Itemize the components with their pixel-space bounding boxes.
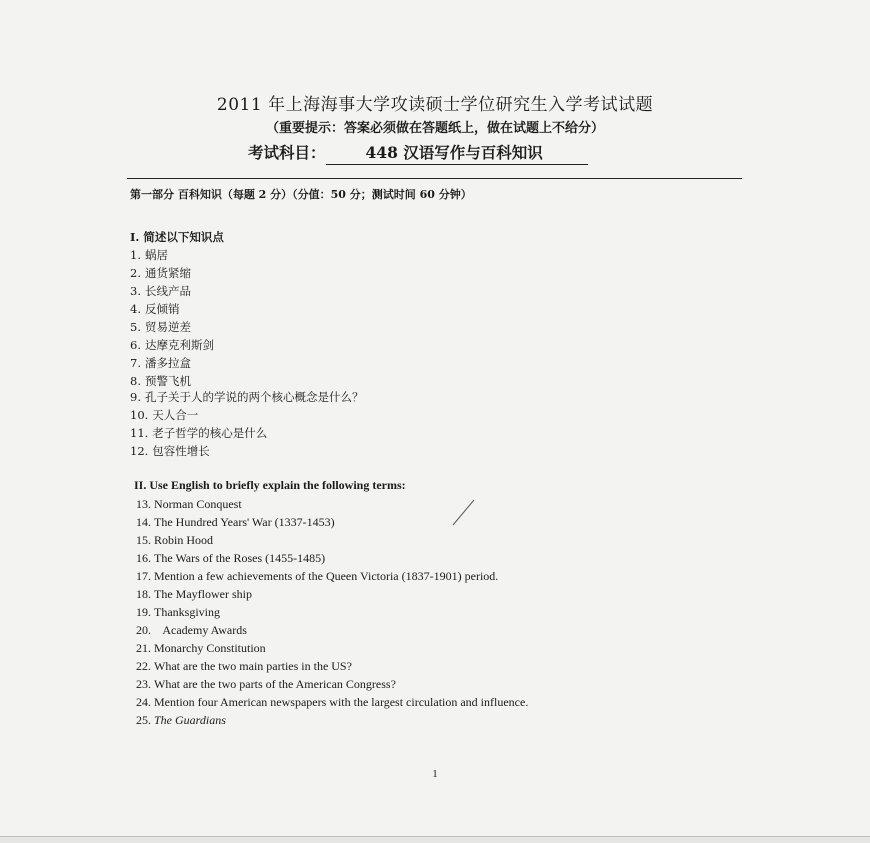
question-item: 17. Mention a few achievements of the Queen Victoria (1837-1901) period. <box>136 569 499 583</box>
question-item: 16. The Wars of the Roses (1455-1485) <box>136 551 326 565</box>
important-note: （重要提示：答案必须做在答题纸上，做在试题上不给分） <box>265 121 604 136</box>
question-item: 10. 天人合一 <box>130 408 199 422</box>
question-item: 4. 反倾销 <box>130 302 180 316</box>
question-item: 13. Norman Conquest <box>136 497 242 511</box>
question-item: 22. What are the two main parties in the US? <box>136 659 352 673</box>
question-item: 5. 贸易逆差 <box>130 320 191 334</box>
question-item: 12. 包容性增长 <box>130 444 210 458</box>
question-item: 18. The Mayflower ship <box>136 587 252 601</box>
question-item: 19. Thanksgiving <box>136 605 220 619</box>
section1-heading: I. 简述以下知识点 <box>130 230 224 244</box>
question-item: 15. Robin Hood <box>136 533 214 547</box>
section2-heading: II. Use English to briefly explain the following terms: <box>134 478 406 492</box>
subject-value: 448 汉语写作与百科知识 <box>326 141 588 165</box>
question-item: 25. The Guardians <box>136 713 226 727</box>
question-item: 2. 通货紧缩 <box>130 266 191 280</box>
question-item: 8. 预警飞机 <box>130 374 191 388</box>
question-item: 1. 蜗居 <box>130 248 168 262</box>
part-heading: 第一部分 百科知识（每题 2 分）（分值：50 分；测试时间 60 分钟） <box>130 188 472 201</box>
question-item: 24. Mention four American newspapers with the largest circulation and influence. <box>136 695 529 709</box>
subject-label: 考试科目： <box>248 143 326 162</box>
question-item: 6. 达摩克利斯剑 <box>130 338 214 352</box>
exam-title: 2011 年上海海事大学攻读硕士学位研究生入学考试试题 <box>216 95 654 115</box>
question-item: 11. 老子哲学的核心是什么 <box>130 426 268 440</box>
question-item: 3. 长线产品 <box>130 284 191 298</box>
question-item: 23. What are the two parts of the American Congress? <box>136 677 396 691</box>
question-item: 21. Monarchy Constitution <box>136 641 266 655</box>
question-item: 7. 潘多拉盒 <box>130 356 191 370</box>
question-item: 20. Academy Awards <box>136 623 247 637</box>
question-item: 14. The Hundred Years' War (1337-1453) <box>136 515 335 529</box>
question-item: 9. 孔子关于人的学说的两个核心概念是什么？ <box>130 390 364 404</box>
page-number: 1 <box>432 768 438 780</box>
